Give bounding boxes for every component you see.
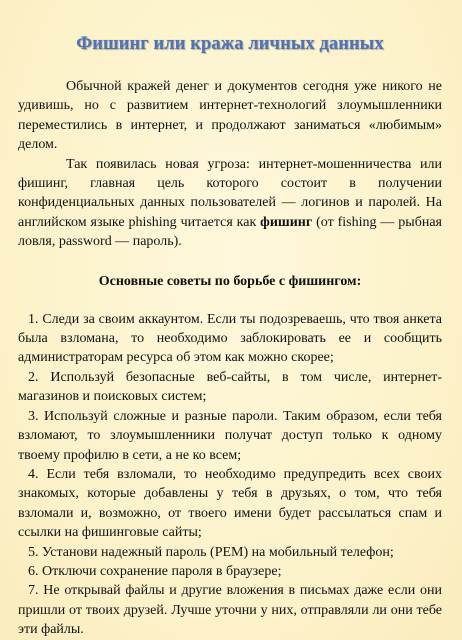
intro-paragraph-1: Обычной кражей денег и документов сегодня уже никого не удивишь, но с развитием интернет-технологий злоумышленники переместились в интернет, и продолжают заниматься «любимым» делом. [18,79,442,153]
tip-item-7: 7. Не открывай файлы и другие вложения в письмах даже если они пришли от твоих друзей. Лучше уточни у них, отправляли ли они тебе эти файлы. [18,583,442,638]
tip-item-4: 4. Если тебя взломали, то необходимо предупредить всех своих знакомых, которые добавлены у тебя в друзьях, о том, что тебя взломали и, возможно, от твоего имени будет рассылаться спам и ссылки на фишинговые сайты; [18,466,442,541]
intro-paragraph-2-text-start: Так появилась новая угроза: интернет-мошенничества или фишинг, главная цель которого состоит в получении конфиденциальных данных пользователей — логинов и паролей. На английском языке phishing читается как [18,156,442,230]
intro-paragraph-2 [18,155,442,252]
tips-heading: Основные советы по борьбе с фишингом: [98,273,362,289]
tip-item-5: 5. Установи надежный пароль (PEM) на мобильный телефон; [28,544,394,560]
page-title: Фишинг или кража личных данных [76,34,384,54]
tips-list [18,310,442,640]
intro-paragraph-2-text-end: (от fishing — рыбная ловля, password — пароль). [18,214,442,250]
tip-item-3: 3. Используй сложные и разные пароли. Таким образом, если тебя взломают, то злоумышленники получат доступ только к одному твоему профилю в сети, а не ко всем; [18,408,442,463]
tip-item-2: 2. Используй безопасные веб-сайты, в том числе, интернет-магазинов и поисковых систем; [18,369,442,405]
tip-item-1: 1. Следи за своим аккаунтом. Если ты подозреваешь, что твоя анкета была взломана, то необходимо заблокировать ее и сообщить администраторам ресурса об этом как можно скорее; [18,311,442,366]
phishing-term: фишинг [260,214,313,230]
tip-item-6: 6. Отключи сохранение пароля в браузере; [28,563,282,579]
